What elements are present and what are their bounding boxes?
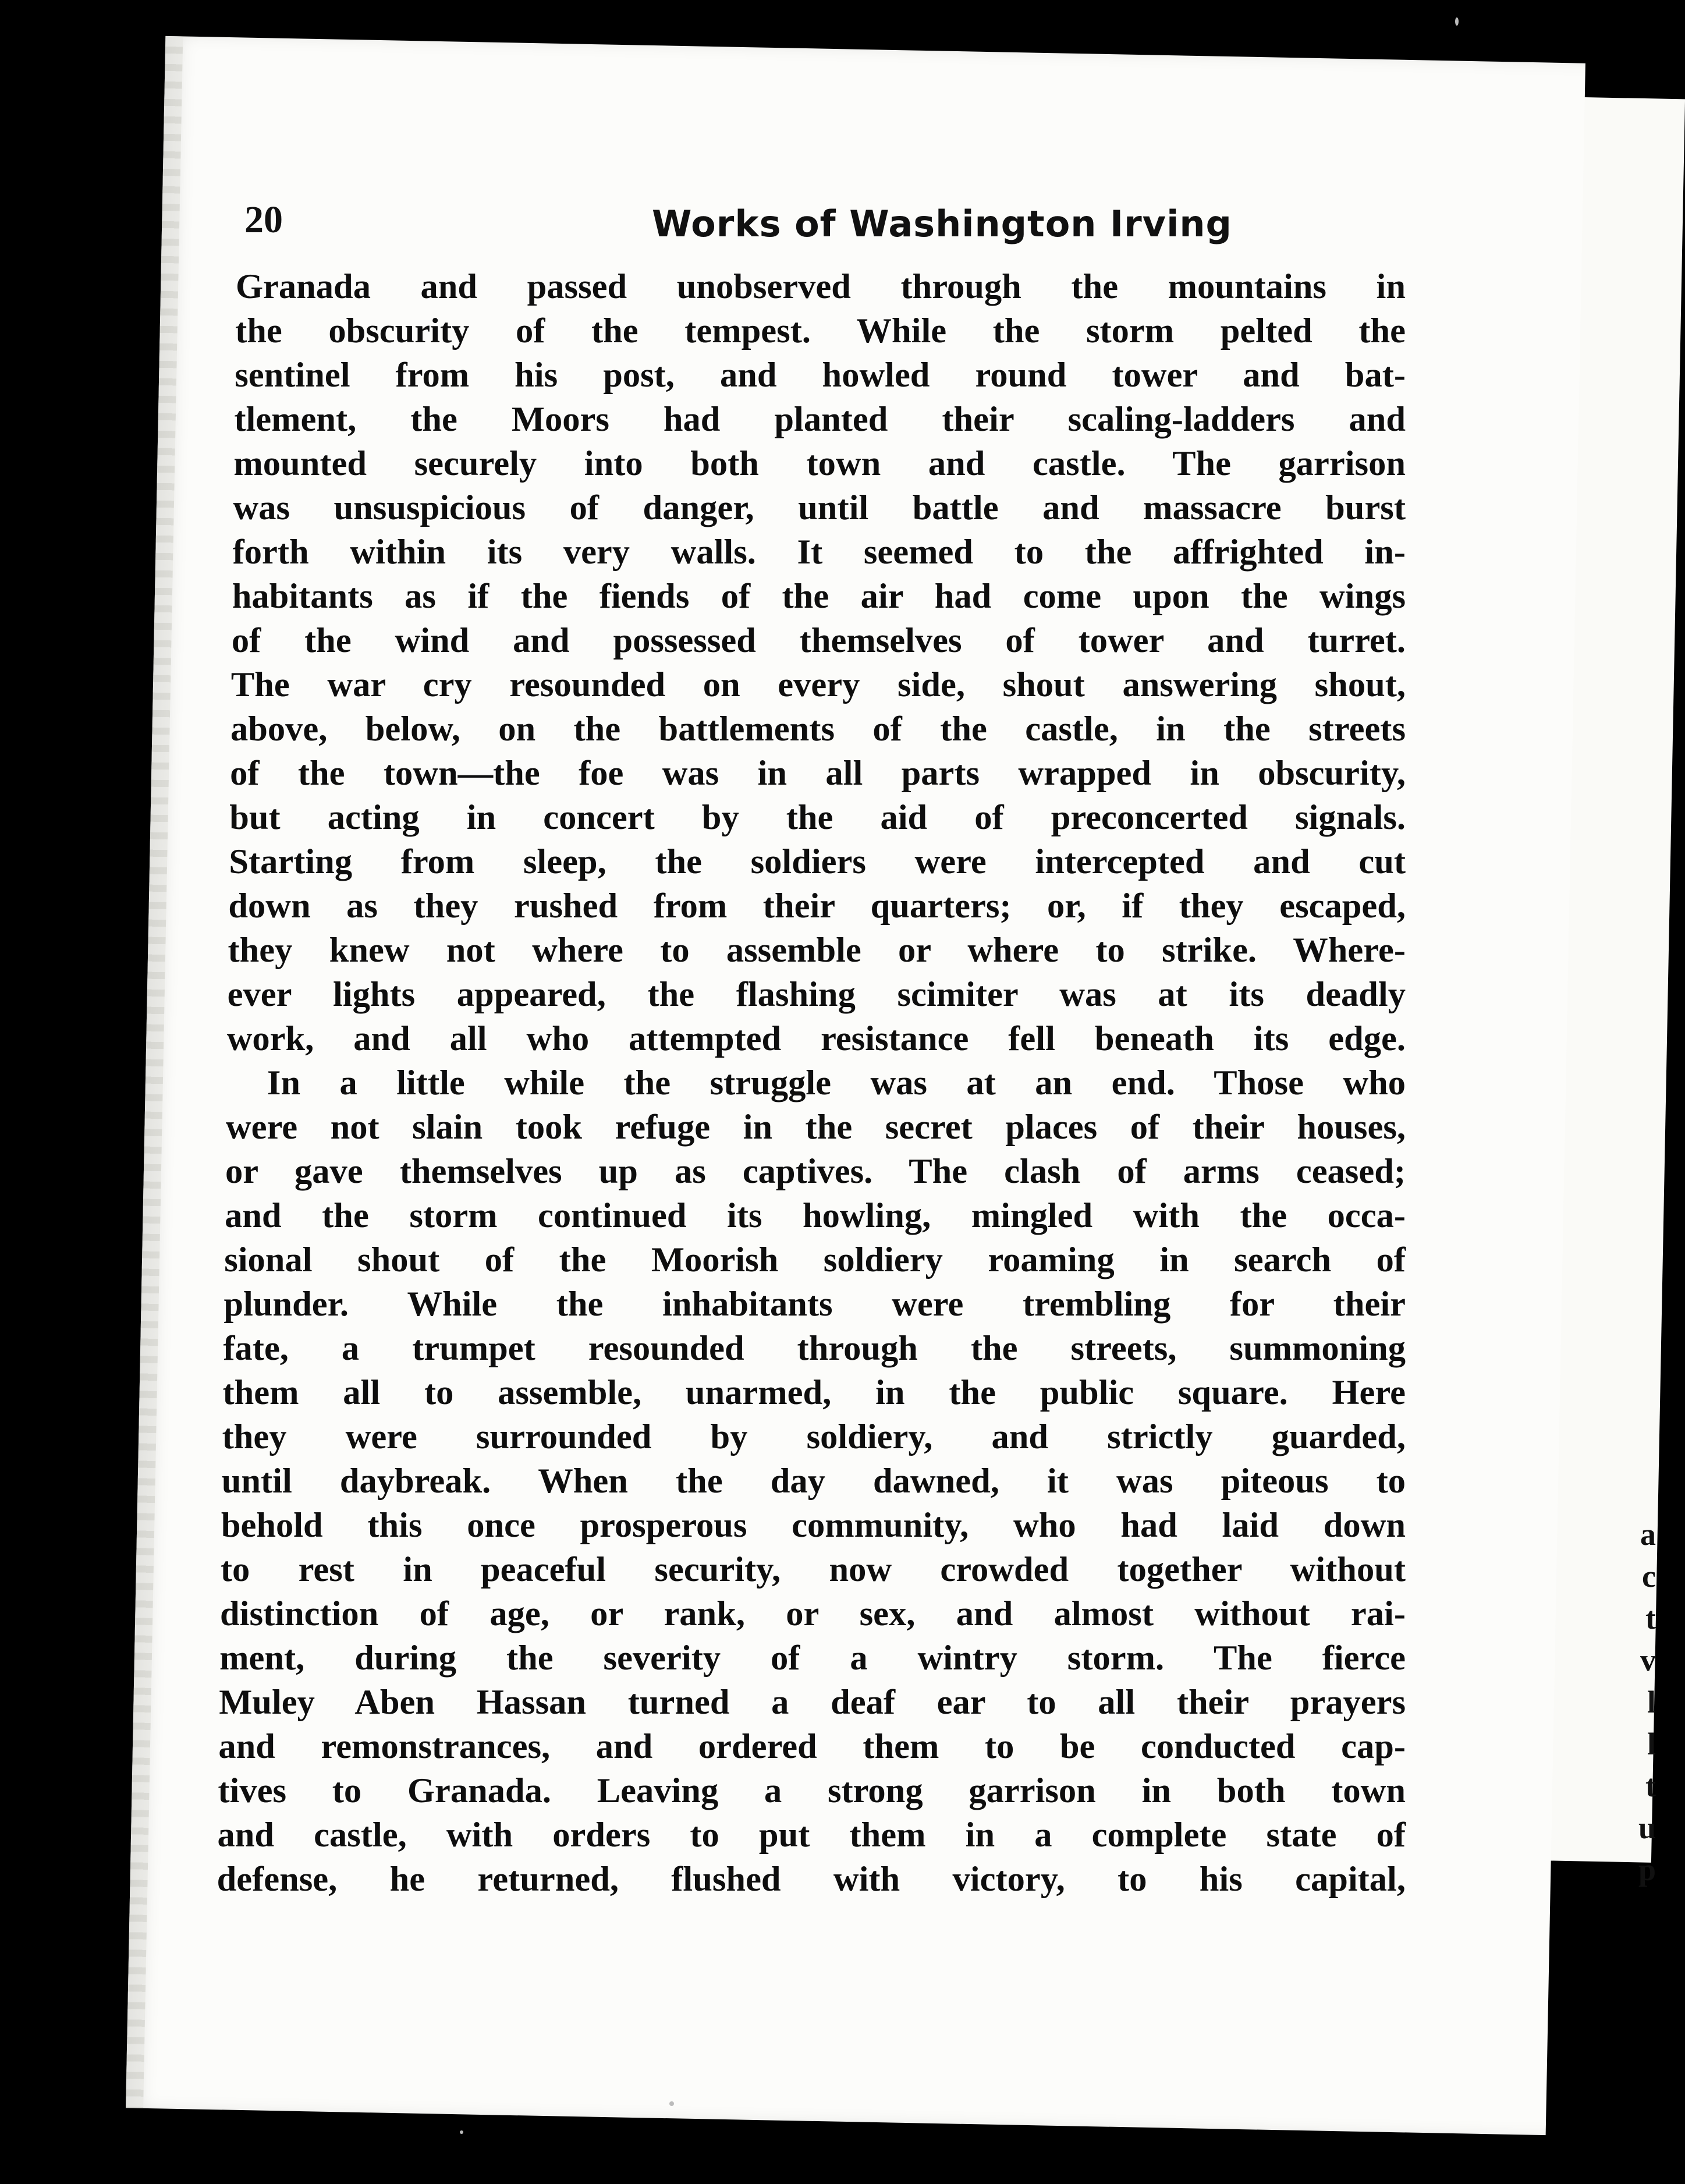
page-header bbox=[244, 198, 1385, 262]
text-line: but acting in concert by the aid of preconcerted signals. bbox=[229, 798, 1406, 837]
facing-page-letter: t bbox=[1645, 1768, 1656, 1803]
text-line: tlement, the Moors had planted their scaling-ladders and bbox=[234, 400, 1406, 439]
text-line: and castle, with orders to put them in a complete state of bbox=[217, 1816, 1406, 1855]
text-line: plunder. While the inhabitants were trembling for their bbox=[224, 1285, 1406, 1324]
text-line: fate, a trumpet resounded through the streets, summoning bbox=[223, 1329, 1406, 1368]
facing-page-letter: l bbox=[1647, 1726, 1656, 1761]
text-line: ever lights appeared, the flashing scimiter was at its deadly bbox=[227, 975, 1406, 1014]
text-line: Muley Aben Hassan turned a deaf ear to all their prayers bbox=[219, 1683, 1406, 1722]
text-line: defense, he returned, flushed with victory, to his capital, bbox=[217, 1860, 1406, 1899]
dust-speck bbox=[1455, 17, 1459, 26]
text-line: Starting from sleep, the soldiers were intercepted and cut bbox=[229, 842, 1406, 881]
facing-page-letter: a bbox=[1640, 1517, 1656, 1552]
facing-page-letter: v bbox=[1640, 1643, 1656, 1678]
text-line: behold this once prosperous community, who had laid down bbox=[221, 1506, 1406, 1545]
text-line: and the storm continued its howling, mingled with the occa- bbox=[225, 1196, 1406, 1235]
text-line: sentinel from his post, and howled round tower and bat- bbox=[235, 356, 1406, 395]
text-line: The war cry resounded on every side, shout answering shout, bbox=[230, 665, 1406, 704]
text-line: above, below, on the battlements of the castle, in the streets bbox=[230, 710, 1406, 749]
text-line: of the wind and possessed themselves of tower and turret. bbox=[231, 621, 1406, 660]
text-line: of the town—the foe was in all parts wrapped in obscurity, bbox=[230, 754, 1406, 793]
text-line: or gave themselves up as captives. The clash of arms ceased; bbox=[225, 1152, 1406, 1191]
facing-page-letter: l bbox=[1647, 1685, 1656, 1719]
facing-page-letter: t bbox=[1645, 1601, 1656, 1636]
text-line: they were surrounded by soldiery, and strictly guarded, bbox=[222, 1417, 1406, 1456]
text-line: tives to Granada. Leaving a strong garrison in both town bbox=[218, 1771, 1406, 1810]
text-line: them all to assemble, unarmed, in the public square. Here bbox=[222, 1373, 1406, 1412]
text-line: until daybreak. When the day dawned, it was piteous to bbox=[221, 1462, 1406, 1501]
running-title: Works of Washington Irving bbox=[652, 203, 1232, 245]
page-gutter bbox=[126, 36, 183, 2108]
text-line: were not slain took refuge in the secret places of their houses, bbox=[225, 1108, 1406, 1147]
facing-page-letter: u bbox=[1638, 1810, 1656, 1845]
text-line: forth within its very walls. It seemed to the affrighted in- bbox=[232, 533, 1406, 572]
dust-speck bbox=[669, 2101, 674, 2106]
text-line: they knew not where to assemble or where to strike. Where- bbox=[228, 931, 1406, 970]
text-line: mounted securely into both town and castle. The garrison bbox=[233, 444, 1406, 483]
body-text bbox=[217, 265, 1406, 1902]
text-line: the obscurity of the tempest. While the storm pelted the bbox=[235, 311, 1406, 350]
text-line: sional shout of the Moorish soldiery roaming in search of bbox=[224, 1240, 1406, 1279]
text-line: habitants as if the fiends of the air had come upon the wings bbox=[232, 577, 1406, 616]
text-line: and remonstrances, and ordered them to be conducted cap- bbox=[218, 1727, 1406, 1766]
text-line: In a little while the struggle was at an end. Those who bbox=[267, 1063, 1406, 1102]
text-line: down as they rushed from their quarters; or, if they escaped, bbox=[228, 887, 1406, 926]
facing-page-letter: p bbox=[1638, 1852, 1656, 1887]
facing-page-letter: c bbox=[1642, 1559, 1656, 1594]
text-line: distinction of age, or rank, or sex, and almost without rai- bbox=[220, 1594, 1406, 1633]
text-line: Granada and passed unobserved through the mountains in bbox=[236, 267, 1406, 306]
text-line: work, and all who attempted resistance fell beneath its edge. bbox=[226, 1019, 1406, 1058]
text-line: to rest in peaceful security, now crowded together without bbox=[220, 1550, 1406, 1589]
dust-speck bbox=[460, 2130, 463, 2134]
page-number: 20 bbox=[244, 198, 283, 241]
text-line: ment, during the severity of a wintry storm. The fierce bbox=[219, 1639, 1406, 1678]
facing-page-letters bbox=[1633, 1513, 1656, 1891]
text-line: was unsuspicious of danger, until battle and massacre burst bbox=[233, 488, 1406, 527]
